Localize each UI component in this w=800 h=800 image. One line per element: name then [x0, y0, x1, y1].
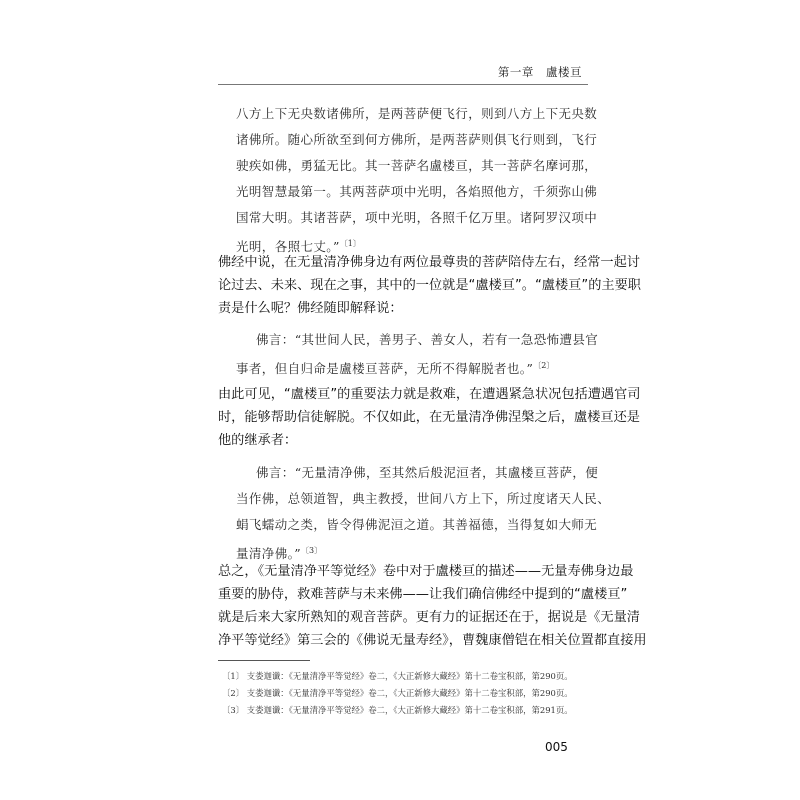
footnote-item	[222, 685, 588, 702]
footnote-rule	[218, 660, 310, 661]
chapter-title: 盧楼亘	[546, 65, 582, 79]
footnote-number: 〔2〕	[222, 688, 245, 698]
quote-line: 当作佛，总领道智，典主教授，世间八方上下，所过度诸天人民、	[236, 491, 611, 506]
quote-line: 八方上下无央数诸佛所，是两菩萨便飞行，则到八方上下无央数	[236, 106, 598, 121]
footnote-text: 支娄迦谶：《无量清净平等觉经》卷二，《大正新修大藏经》第十二卷宝积部，第290页。	[246, 688, 573, 698]
text-line: 责是什么呢？佛经随即解释说：	[218, 301, 403, 316]
footnote-mark[interactable]: 〔3〕	[301, 546, 323, 555]
quote-line: 蜎飞蠕动之类，皆令得佛泥洹之道。其善福德，当得复如大师无	[236, 517, 598, 532]
footnote-text: 支娄迦谶：《无量清净平等觉经》卷二，《大正新修大藏经》第十二卷宝积部，第291页。	[246, 705, 573, 715]
text-line: 由此可见，“盧楼亘”的重要法力就是救难，在遭遇紧急状况包括遭遇官司	[218, 387, 641, 402]
text-line: 时，能够帮助信徒解脱。不仅如此，在无量清净佛涅槃之后，盧楼亘还是	[218, 410, 640, 425]
footnote-item	[222, 668, 588, 685]
block-quote-3	[236, 460, 611, 567]
running-head	[498, 64, 582, 80]
page-number: 005	[545, 740, 568, 754]
text-line: 总之，《无量清净平等觉经》卷中对于盧楼亘的描述——无量寿佛身边最	[218, 564, 634, 579]
footnote-text: 支娄迦谶：《无量清净平等觉经》卷二，《大正新修大藏经》第十二卷宝积部，第290页。	[246, 671, 573, 681]
paragraph-2	[218, 383, 641, 452]
header-rule	[218, 84, 588, 85]
quote-line: 佛言：“无量清净佛，至其然后般泥洹者，其盧楼亘菩萨，便	[256, 465, 599, 480]
footnote-mark[interactable]: 〔2〕	[533, 361, 555, 370]
text-line: 他的继承者：	[218, 433, 298, 448]
text-line: 净平等觉经》第三会的《佛说无量寿经》，曹魏康僧铠在相关位置都直接用	[218, 633, 647, 648]
footnote-mark[interactable]: 〔1〕	[339, 239, 361, 248]
footnotes	[222, 668, 588, 719]
block-quote-1	[236, 101, 598, 260]
footnote-number: 〔3〕	[222, 705, 245, 715]
text-line: 就是后来大家所熟知的观音菩萨。更有力的证据还在于，据说是《无量清	[218, 610, 640, 625]
quote-line: 驶疾如佛，勇猛无比。其一菩萨名盧楼亘，其一菩萨名摩诃那，	[236, 158, 598, 173]
text-line: 佛经中说，在无量清净佛身边有两位最尊贵的菩萨陪侍左右，经常一起讨	[218, 255, 640, 270]
text-line: 论过去、未来、现在之事，其中的一位就是“盧楼亘”。“盧楼亘”的主要职	[218, 278, 641, 293]
quote-line: 事者，但自归命是盧楼亘菩萨，无所不得解脱者也。”	[236, 361, 534, 376]
quote-line: 国常大明。其诸菩萨，项中光明，各照千亿万里。诸阿罗汉项中	[236, 210, 598, 225]
paragraph-3	[218, 560, 647, 652]
paragraph-1	[218, 251, 641, 320]
chapter-number: 第一章	[497, 65, 534, 79]
quote-line: 光明智慧最第一。其两菩萨项中光明，各焰照他方，千须弥山佛	[236, 184, 598, 199]
quote-line: 量清净佛。”	[236, 546, 302, 561]
footnote-item	[222, 702, 588, 719]
quote-line: 光明，各照七丈。”	[236, 239, 340, 254]
text-line: 重要的胁侍，救难菩萨与未来佛——让我们确信佛经中提到的“盧楼亘”	[218, 587, 628, 602]
quote-line: 佛言：“其世间人民，善男子、善女人，若有一急恐怖遭县官	[256, 332, 599, 347]
footnote-number: 〔1〕	[222, 671, 245, 681]
block-quote-2	[236, 327, 599, 382]
quote-line: 诸佛所。随心所欲至到何方佛所，是两菩萨则俱飞行则到，飞行	[236, 132, 598, 147]
